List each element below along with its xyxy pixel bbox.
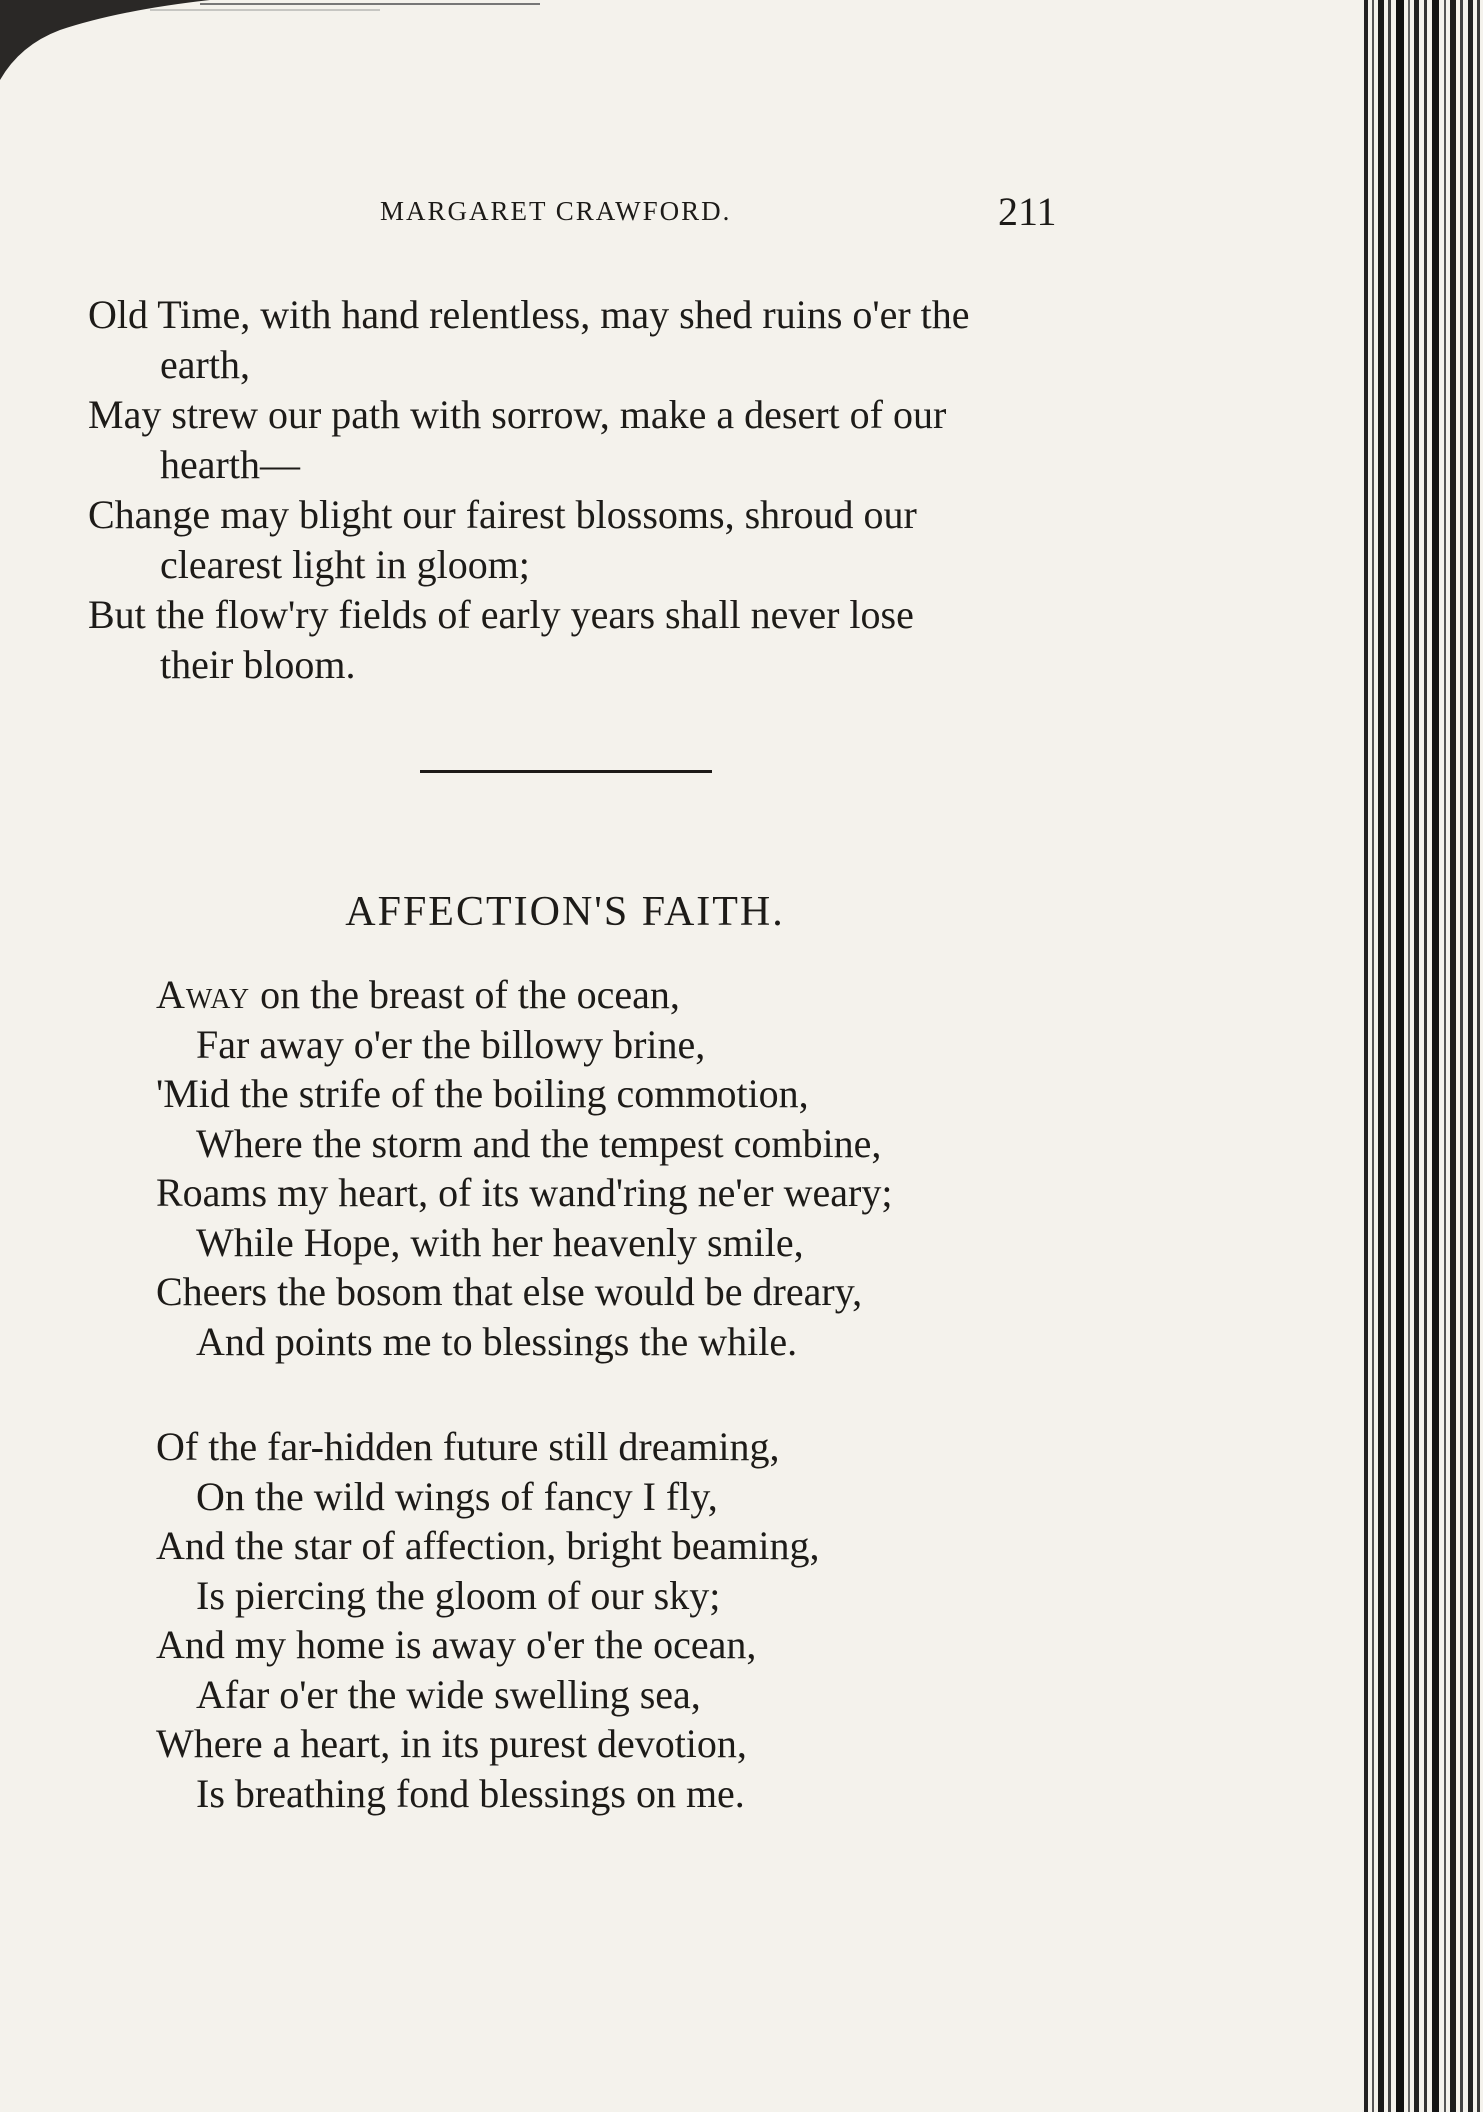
verse-text: Old Time, with hand relentless, may shed ruins o'er the [88, 292, 970, 337]
running-header-title: MARGARET CRAWFORD. [380, 196, 732, 226]
verse-line: 'Mid the strife of the boiling commotion, [156, 1071, 809, 1116]
verse-continuation: their bloom. [160, 642, 356, 687]
poem-stanza-2 [156, 1422, 1056, 1818]
verse-line: Where the storm and the tempest combine, [196, 1120, 882, 1166]
poem-title: AFFECTION'S FAITH. [345, 889, 785, 935]
preceding-stanza [88, 290, 1068, 690]
verse-line [88, 290, 1068, 390]
opening-word: Away [156, 972, 251, 1017]
verse-line: And the star of affection, bright beaming, [156, 1523, 820, 1568]
binding-edge [1360, 0, 1483, 2112]
page-number: 211 [998, 189, 1057, 234]
verse-line: Of the far-hidden future still dreaming, [156, 1424, 780, 1469]
scan-corner-shadow [0, 0, 560, 100]
verse-line [88, 390, 1068, 490]
verse-line: While Hope, with her heavenly smile, [196, 1219, 804, 1265]
verse-line [88, 590, 1068, 690]
verse-line: Is breathing fond blessings on me. [196, 1770, 745, 1816]
verse-continuation: clearest light in gloom; [160, 542, 530, 587]
verse-line: Roams my heart, of its wand'ring ne'er weary; [156, 1170, 893, 1215]
verse-line: Far away o'er the billowy brine, [196, 1021, 706, 1067]
poem-stanza-1 [156, 970, 1056, 1366]
verse-text: Change may blight our fairest blossoms, shroud our [88, 492, 917, 537]
verse-text: on the breast of the ocean, [250, 972, 680, 1017]
verse-line: Afar o'er the wide swelling sea, [196, 1671, 701, 1717]
verse-line: Is piercing the gloom of our sky; [196, 1572, 721, 1618]
verse-continuation: earth, [160, 342, 250, 387]
verse-line: And points me to blessings the while. [196, 1318, 798, 1364]
verse-line: Where a heart, in its purest devotion, [156, 1721, 747, 1766]
section-divider [420, 770, 712, 773]
verse-continuation: hearth— [160, 442, 300, 487]
verse-text: But the flow'ry fields of early years shall never lose [88, 592, 914, 637]
verse-line [88, 490, 1068, 590]
verse-line: Cheers the bosom that else would be dreary, [156, 1269, 863, 1314]
verse-text: May strew our path with sorrow, make a desert of our [88, 392, 947, 437]
verse-line: On the wild wings of fancy I fly, [196, 1473, 718, 1519]
verse-line [156, 970, 1056, 1020]
verse-line: And my home is away o'er the ocean, [156, 1622, 757, 1667]
